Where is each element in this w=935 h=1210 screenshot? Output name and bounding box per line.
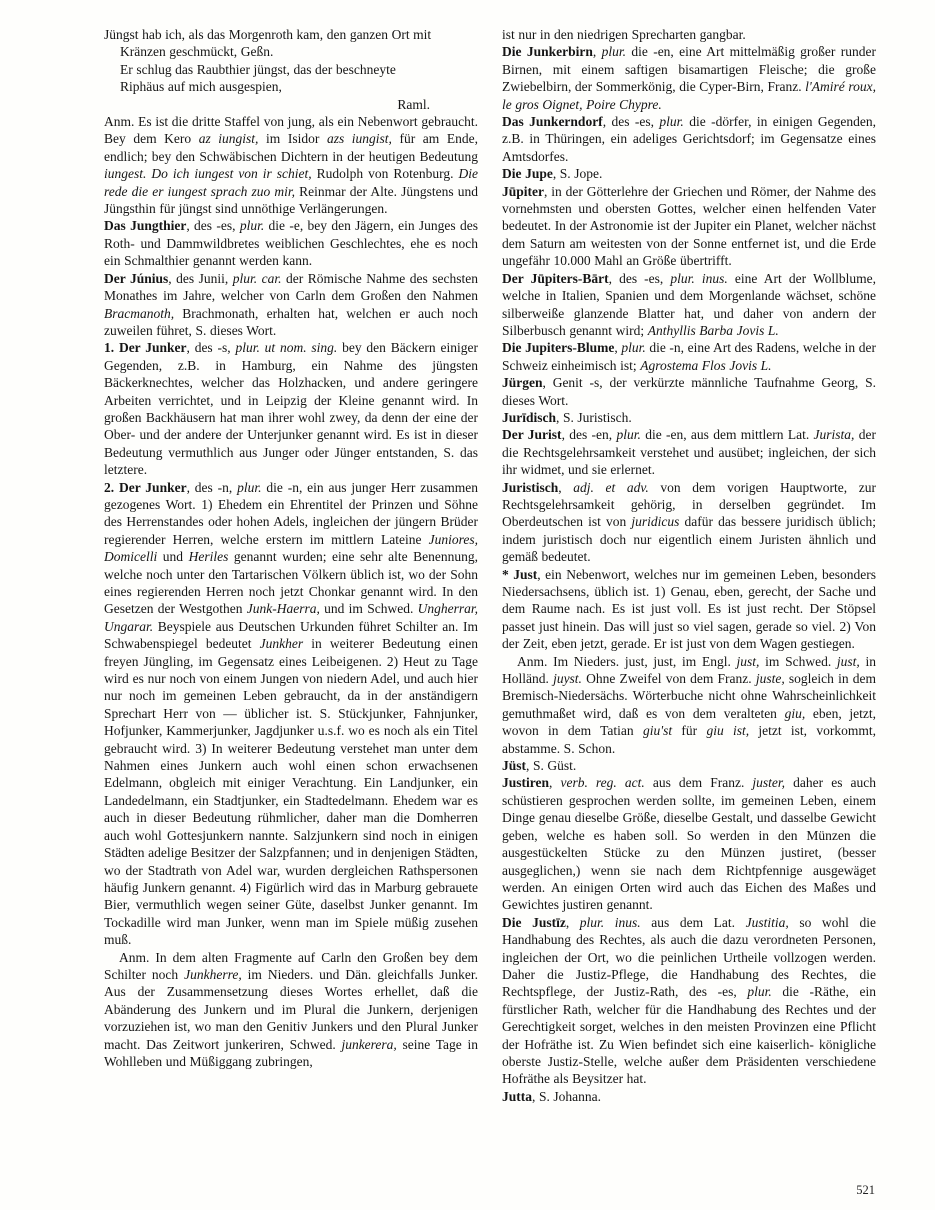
entry-paragraph — [104, 270, 478, 340]
text-run: plur. — [237, 479, 262, 495]
page-number: 521 — [856, 1183, 875, 1197]
text-run: giu ist, — [706, 723, 750, 739]
text-run: Junkher — [259, 636, 304, 652]
text-run: plur. inus. — [579, 914, 641, 930]
text-run: Anm. Im Nieders. just, just, im Engl. — [517, 653, 737, 669]
text-run: azs iungist, — [326, 131, 392, 147]
text-run: , — [549, 775, 561, 791]
text-run: Ungherrar, Ungarar. — [104, 601, 478, 634]
annotation-paragraph — [502, 653, 876, 757]
text-run: für am Ende, endlich; bey den Schwäbischen Dichtern in der heutigen Bedeutung — [104, 131, 478, 164]
entry-paragraph — [502, 339, 876, 374]
text-run: Junkherre, — [184, 966, 242, 982]
text-run: in Holländ. — [502, 653, 876, 687]
text-run: plur. inus. — [670, 270, 728, 286]
text-run: junkerera, — [341, 1036, 397, 1052]
headword: Die Jupiters-Blume — [502, 340, 615, 356]
text-run: Brachmonath, erhalten hat, welchen er auch noch zuweilen führet, S. dieses Wort. — [104, 305, 478, 338]
entry-paragraph — [502, 183, 876, 270]
text-run: eben, jetzt, wovon in dem Tatian — [502, 705, 876, 739]
entry-paragraph — [502, 26, 876, 43]
text-run: az iungist, — [198, 131, 259, 147]
entry-paragraph — [502, 426, 876, 478]
text-run: eine Art der Wollblume, welche in Italien, Spanien und dem Morgenlande wächset, schöne silberweiße glanzende Blatter hat, und daher von andern der Silberbusch genannt wird; — [502, 270, 876, 338]
text-run: die -n, ein aus junger Herr zusammen gezogenes Wort. 1) Ehedem ein Ehrentitel der Prinzen und Söhne des Herrenstandes oder hohen Adels, ingleichen der jüngern Brüder regierender Herren, welche erstern im mittlern Lateine — [104, 479, 478, 547]
text-run: juyst. — [553, 671, 582, 687]
text-run: , des -s, — [186, 340, 236, 356]
entry-paragraph — [502, 113, 876, 165]
text-run: juste, — [755, 671, 785, 687]
text-run: juridicus — [631, 514, 680, 530]
headword: Die Junkerbirn — [502, 44, 593, 60]
headword: 1. Der Junker — [104, 340, 187, 356]
entry-paragraph — [502, 479, 876, 566]
text-run: die -n, eine Art des Radens, welche in der Schweiz einheimisch ist; — [502, 340, 876, 373]
text-run: , des -en, — [561, 427, 617, 443]
headword: Die Justīz — [502, 914, 566, 930]
annotation-paragraph — [104, 949, 478, 1071]
text-run: plur. — [621, 340, 646, 356]
text-run: Anm. Es ist die dritte Staffel von jung, als ein Nebenwort gebraucht. Bey dem Kero — [104, 114, 478, 147]
text-run: just, — [836, 653, 860, 669]
text-run: , ein Nebenwort, welches nur im gemeinen Leben, besonders Niedersachsens, üblich ist. 1) Genau, eben, gerecht, der Sache und dem Raume nach. Es ist just voll. Es ist just recht. Der Stöpsel passet just hinein. Das will just so viel sagen, gerade so viel. 2) Von der Zeit, eben jetzt, gerade. Er ist just von dem Wagen gestiegen. — [502, 566, 876, 652]
text-run: Bracmanoth, — [104, 305, 175, 321]
verse-quotation — [104, 26, 478, 61]
text-run: sogleich in dem Bremisch-Niedersächs. Wörterbuche nicht ohne Wahrscheinlichkeit gemuthmaßet wird, daß es von dem veralteten — [502, 671, 876, 721]
entry-paragraph — [502, 165, 876, 182]
text-run: genannt wurden; eine sehr alte Benennung, welche noch unter den Tartarischen Völkern üblich ist, wo der Sohn eines regierenden Herren noch jetzt Chonkar genannt wird. In den Gesetzen der Westgothen — [104, 549, 478, 617]
text-run: Rudolph von Rotenburg. — [311, 166, 459, 182]
text-run: iungest. Do ich iungest von ir schiet, — [104, 166, 312, 182]
text-run: der die Rechtsgelehrsamkeit verstehet und ausübet; ingleichen, der sich ihr widmet, und sie erlernet. — [502, 427, 876, 478]
headword: * Just — [502, 566, 538, 582]
entry-paragraph — [502, 409, 876, 426]
text-run: Beyspiele aus Deutschen Urkunden führet Schilter an. Im Schwabenspiegel bedeutet — [104, 618, 478, 652]
headword: Der Jurist — [502, 427, 562, 443]
right-column — [502, 26, 876, 1178]
verse-line: Er schlug das Raubthier jüngst, das der beschneyte — [120, 61, 396, 77]
text-run: bey den Bäckern einiger Gegenden, z.B. in Hamburg, ein Nahme des jüngsten Bäckerknechtes, welcher das Holzhacken, und andere geringere Arbeiten verrichtet, und in Leipzig der Kleine genannt wird. In großen Backhäusern hat man ihrer wohl zwey, da denn der eine der Ober- und der andere der Unterjunker genannt wird. Es ist in dieser Bedeutung vermuthlich aus Junger oder Jünger entstanden, S. das letztere. — [104, 340, 478, 478]
text-run: im Nieders. und Dän. gleichfalls Junker. Aus der Zusammensetzung dieses Wortes erhellet, daß die Abänderung des Junkern und im Plural die Junkern, derjenigen vorzuziehen ist, wo man den Genitiv Junkers und den Plural Junker macht. Das Zeitwort junkeriren, Schwed. — [104, 966, 478, 1052]
headword: 2. Der Junker — [104, 479, 187, 495]
headword: Das Junkerndorf — [502, 114, 603, 130]
text-run: jetzt ist, vorkommt, abstamme. S. Schon. — [502, 723, 876, 756]
text-run: ist nur in den niedrigen Sprecharten gangbar. — [502, 27, 746, 42]
text-run: Die rede die er iungest sprach zuo mir, — [104, 166, 478, 199]
entry-paragraph — [502, 774, 876, 913]
text-run: plur. car. — [232, 270, 282, 286]
text-run: adj. et adv. — [573, 479, 649, 495]
headword: Jutta — [502, 1088, 532, 1104]
text-run: , — [592, 44, 602, 60]
headword: Justiren — [502, 775, 550, 791]
verse-quotation — [104, 61, 478, 96]
entry-paragraph — [502, 566, 876, 653]
headword: Die Jupe — [502, 166, 553, 182]
headword: Juristisch — [502, 479, 559, 495]
text-run: Reinmar der Alte. Jüngstens und Jüngsthin für jüngst sind unnöthige Verlängerungen. — [104, 183, 478, 217]
text-run: dafür das bessere juridisch üblich; indem juristisch doch nur eigentlich einem Juristen ähnlich und gemäß bedeutet. — [502, 514, 876, 565]
text-run: für — [672, 723, 707, 739]
text-run: Anthyllis Barba Jovis L. — [647, 322, 779, 338]
text-run: und im Schwed. — [319, 601, 418, 617]
text-run: Anm. In dem alten Fragmente auf Carln den Großen bey dem Schilter noch — [104, 949, 478, 982]
text-run: die -e, bey den Jägern, ein Junges des Roth- und Dammwildbretes weiblichen Geschlechtes, ehe es noch ein Schmalthier genannt werden kann. — [104, 218, 478, 269]
text-run: plur. — [659, 114, 684, 130]
text-run: , des -es, — [186, 218, 240, 234]
text-run: , — [558, 479, 574, 495]
entry-paragraph — [502, 757, 876, 774]
text-run: giu'st — [642, 723, 673, 739]
text-run: in weiterer Bedeutung einen freyen Jüngling, im Gegensatz eines Leibeigenen. 2) Heut zu Tage wird es nur noch von einem Jungen von niedern Adel, und auch hier nur noch im gemeinen Leben gebraucht, da in der anständigern Sprechart Herr von — üblicher ist. S. Stückjunker, Fahnjunker, Hofjunker, Kammerjunker, Jagdjunker u.s.f. wo es noch als ein Titel gebraucht wird. 3) In weiterer Bedeutung verstehet man unter dem Nahmen eines Junkern auch wohl einen schon erwachsenen Edelmann, obgleich mit einiger Verachtung. Ein Landjunker, ein Landedelmann, ein Stadtjunker, ein Stadtedelmann. Ehedem war es auch in dieser Bedeutung rühmlicher, daher man die Domherren auch wohl Gottesjunkern nannte. Salzjunkern sind noch in einigen Städten adelige Besitzer der Salzpfannen; und in denjenigen Städten, wo der Stadtrath von Adel war, wurden dergleichen Rathspersonen häufig Junkern genannt. 4) Figürlich wird das in Marburg gebrauete Bier, vermuthlich wegen seiner Güte, daselbst Junker genannt. Im Tockadille wird man Junker, wenn man im Spiele müßig zusehen muß. — [104, 636, 478, 948]
text-run: , in der Götterlehre der Griechen und Römer, der Nahme des vornehmsten und obersten Gottes, welcher einen helfenden Vater bedeutet. In der Astronomie ist der Jupiter ein Planet, welcher nächst dem Saturn am weitesten von der Sonne entfernet ist, und die Erde ungefähr 10.000 Mahl an Größe übertrifft. — [502, 183, 876, 269]
text-run: , — [614, 340, 622, 356]
text-run: verb. reg. act. — [560, 775, 645, 791]
two-column-layout — [104, 26, 876, 1178]
text-run: und — [157, 549, 189, 565]
text-run: plur. — [747, 984, 772, 1000]
entry-paragraph — [104, 479, 478, 949]
verse-attribution: Raml. — [397, 96, 430, 112]
text-run: , S. Juristisch. — [556, 409, 632, 425]
verse-line: Kränzen geschmückt, Geßn. — [120, 44, 274, 60]
entry-paragraph — [104, 113, 478, 217]
headword: Jūpiter — [502, 183, 544, 199]
text-run: aus dem Franz. — [644, 775, 753, 791]
text-run: Juniores, Domicelli — [104, 531, 478, 565]
text-run: , des -n, — [186, 479, 238, 495]
left-column — [104, 26, 478, 1178]
text-run: Ohne Zweifel von dem Franz. — [581, 671, 756, 687]
entry-paragraph — [502, 43, 876, 113]
text-run: , des Junii, — [168, 270, 233, 286]
text-run: so wohl die Handhabung des Rechtes, als auch die dazu verordneten Personen, ingleichen der Ort, wo die peinlichen Urtheile vollzogen werden. Daher die Justiz-Pflege, die Handhabung des Rechtes, die Rechtspflege, der Justiz-Rath, des -es, — [502, 914, 876, 1000]
text-run: juster, — [752, 775, 786, 791]
text-run: plur. — [239, 218, 265, 234]
text-run: l'Amiré roux, le gros Oignet, Poire Chypre. — [502, 79, 876, 112]
text-run: Heriles — [188, 549, 229, 565]
entry-paragraph — [104, 339, 478, 478]
headword: Das Jungthier — [104, 218, 187, 234]
text-run: , S. Jope. — [552, 166, 603, 182]
text-run: im Isidor — [258, 131, 327, 147]
text-run: Jurista, — [813, 427, 855, 443]
headword: Jürgen — [502, 375, 543, 391]
verse-line: Jüngst hab ich, als das Morgenroth kam, den ganzen Ort mit — [104, 27, 432, 42]
headword: Der Június — [104, 270, 169, 286]
headword: Jüst — [502, 758, 527, 774]
text-run: , — [565, 914, 580, 930]
entry-paragraph — [502, 270, 876, 340]
headword: Der Jūpiters-Bārt — [502, 270, 609, 286]
text-run: im Schwed. — [759, 653, 837, 669]
entry-paragraph — [502, 1088, 876, 1105]
text-run: Agrostema Flos Jovis L. — [640, 357, 772, 373]
text-run: plur. — [616, 427, 641, 443]
text-run: , des -es, — [608, 270, 671, 286]
text-run: giu, — [784, 705, 806, 721]
text-run: aus dem Lat. — [640, 914, 746, 930]
text-run: , Genit -s, der verkürzte männliche Taufnahme Georg, S. dieses Wort. — [502, 375, 876, 408]
headword: Jurīdisch — [502, 409, 557, 425]
text-run: von dem vorigen Hauptworte, zur Rechtsgelehrsamkeit gehörig, in derselben gegründet. Im Oberdeutschen ist von — [502, 479, 876, 530]
text-run: die -Räthe, ein fürstlicher Rath, welcher für die Handhabung des Rechtes und der Gerechtigkeit sorget, welches in den meisten Provinzen eine Pflicht der Hofräthe ist. Zu Wien befindet sich eine kaiserlich- königliche oberste Justiz-Stelle, welche außer dem Präsidenten verschiedene Hofräthe als Beysitzer hat. — [502, 984, 876, 1087]
entry-paragraph — [502, 914, 876, 1088]
text-run: seine Tage in Wohlleben und Müßiggang zubringen, — [104, 1036, 478, 1069]
text-run: die -en, aus dem mittlern Lat. — [640, 427, 814, 443]
text-run: daher es auch schüstieren gesprochen werden sollte, im gemeinen Leben, einem Dinge genau dieselbe Größe, dieselbe Gestalt, und dasselbe Gewicht geben, welche es haben soll. So werden in den Münzen die ausgestückelten Stücke zu den Münzen justiret, (besser ausgeglichen,) wenn sie nach dem Richtpfennige ausgewäget werden. An einigen Orten wird auch das Eichen des Maßes und Gewichtes justiren genannt. — [502, 775, 876, 913]
text-run: der Römische Nahme des sechsten Monathes im Jahre, welcher von Carln dem Großen den Nahmen — [104, 270, 478, 304]
text-run: plur. — [601, 44, 626, 60]
text-run: , S. Güst. — [526, 758, 577, 774]
text-run: , S. Johanna. — [532, 1088, 602, 1104]
verse-line: Riphäus auf mich ausgespien, — [120, 79, 282, 95]
text-run: die -dörfer, in einigen Gegenden, z.B. in Thüringen, ein adeliges Gerichtsdorf; im Gegensatze eines Amtsdorfes. — [502, 114, 876, 164]
text-run: Justitia, — [745, 914, 789, 930]
text-run: Junk-Haerra, — [246, 601, 320, 617]
text-run: die -en, eine Art mittelmäßig großer runder Birnen, mit einem saftigen bisamartigen Fleische; die große Zwiebelbirn, der Sommerkönig, die Cyper-Birn, Franz. — [502, 44, 876, 95]
text-run: , des -es, — [602, 114, 660, 130]
dictionary-page — [104, 26, 876, 1178]
text-run: plur. ut nom. sing. — [235, 340, 338, 356]
entry-paragraph — [502, 374, 876, 409]
text-run: just, — [736, 653, 760, 669]
entry-paragraph — [104, 217, 478, 269]
